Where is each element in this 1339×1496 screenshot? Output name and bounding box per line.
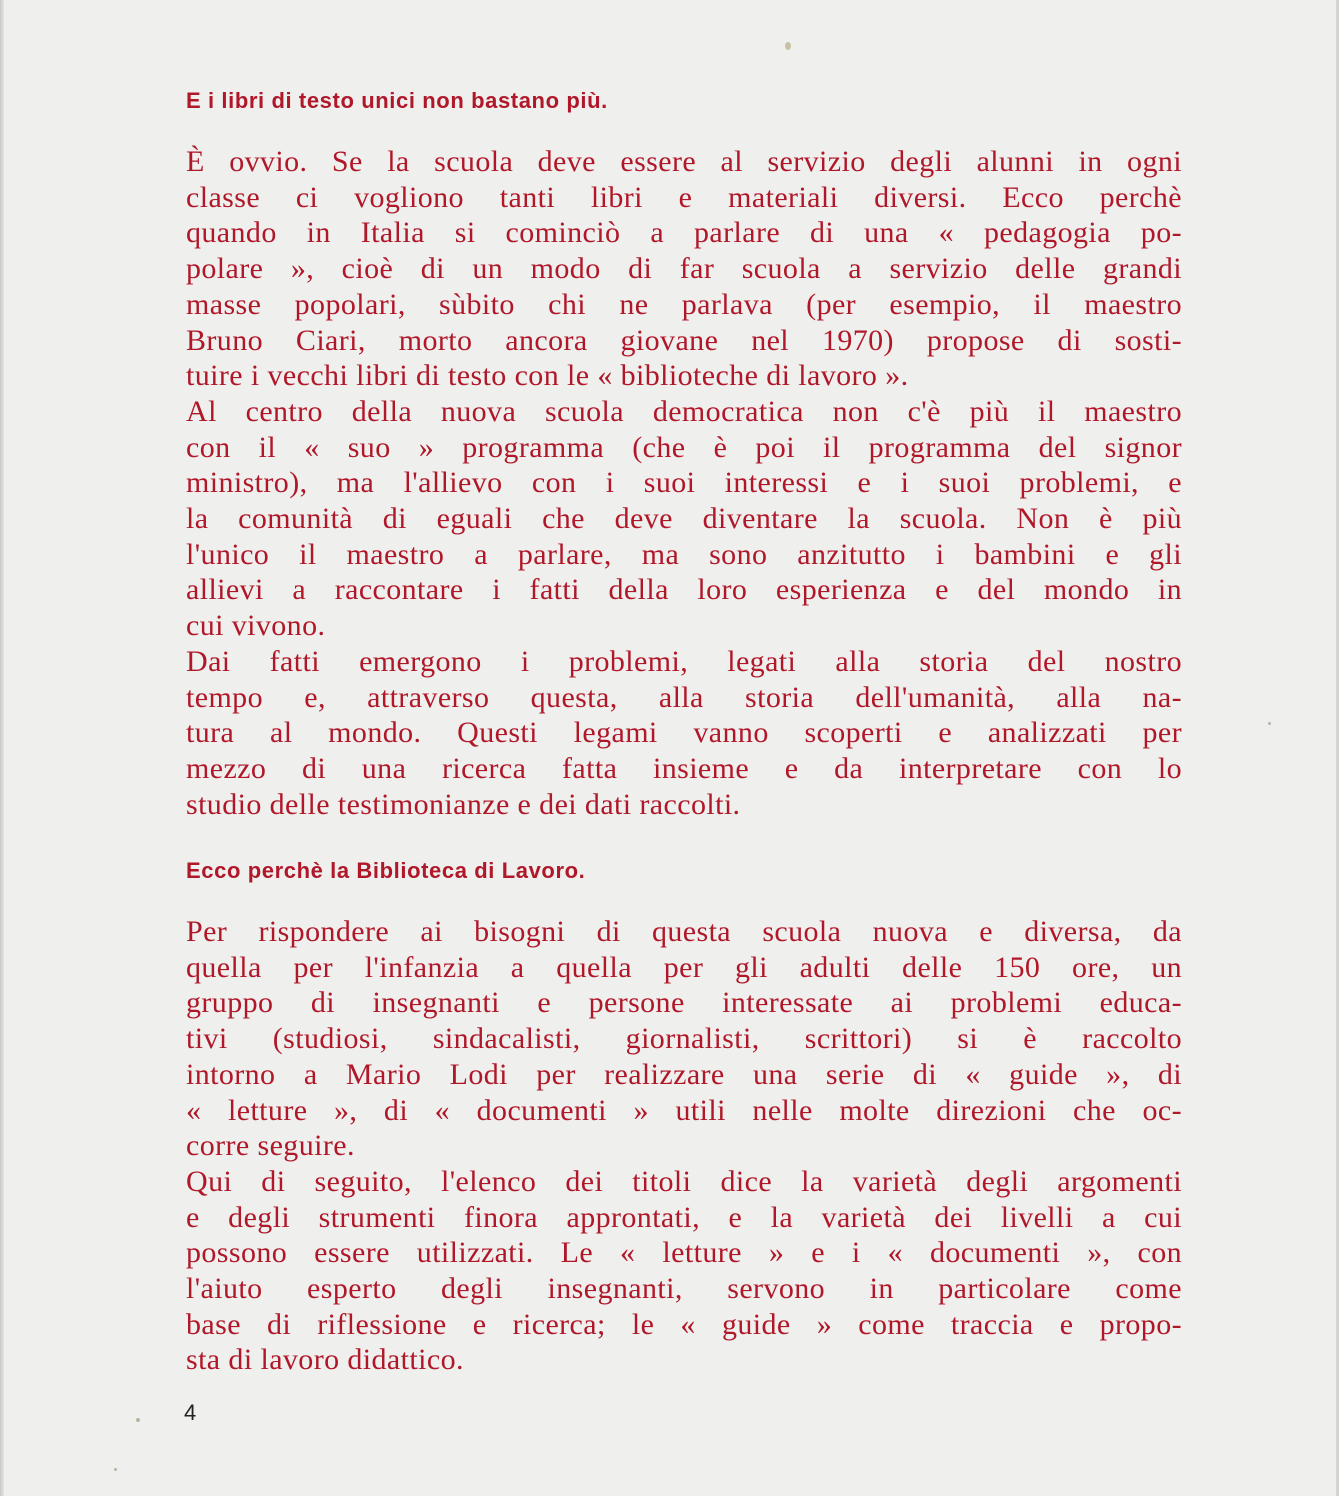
text-line: base di riflessione e ricerca; le « guide » come traccia e propo-: [186, 1307, 1182, 1341]
page-left-edge: [0, 0, 4, 1496]
paper-speck: [785, 42, 791, 50]
text-line: cui vivono.: [186, 609, 326, 643]
text-line: Per rispondere ai bisogni di questa scuola nuova e diversa, da: [186, 915, 1182, 948]
page-number: 4: [184, 1400, 197, 1425]
text-line: Al centro della nuova scuola democratica non c'è più il maestro: [186, 394, 1182, 428]
text-line: quando in Italia si cominciò a parlare di una « pedagogia po-: [186, 216, 1182, 250]
text-line: corre seguire.: [186, 1129, 355, 1163]
text-line: intorno a Mario Lodi per realizzare una serie di « guide », di: [186, 1057, 1182, 1091]
section-heading-libri-di-testo: E i libri di testo unici non bastano più.: [186, 88, 608, 113]
paper-speck: [114, 1468, 117, 1471]
text-line: polare », cioè di un modo di far scuola a servizio delle grandi: [186, 252, 1182, 286]
text-line: tura al mondo. Questi legami vanno scoperti e analizzati per: [186, 716, 1182, 750]
text-line: possono essere utilizzati. Le « letture » e i « documenti », con: [186, 1236, 1182, 1270]
text-line: la comunità di eguali che deve diventare la scuola. Non è più: [186, 502, 1182, 536]
text-line: quella per l'infanzia a quella per gli adulti delle 150 ore, un: [186, 950, 1182, 984]
text-line: Bruno Ciari, morto ancora giovane nel 1970) propose di sosti-: [186, 323, 1182, 357]
text-line: classe ci vogliono tanti libri e materiali diversi. Ecco perchè: [186, 180, 1182, 214]
text-line: l'aiuto esperto degli insegnanti, servono in particolare come: [186, 1272, 1182, 1306]
text-line: È ovvio. Se la scuola deve essere al servizio degli alunni in ogni: [186, 145, 1182, 178]
text-line: tuire i vecchi libri di testo con le « biblioteche di lavoro ».: [186, 359, 909, 393]
text-line: Dai fatti emergono i problemi, legati alla storia del nostro: [186, 644, 1182, 678]
paper-speck: [136, 1418, 140, 1422]
text-line: tempo e, attraverso questa, alla storia dell'umanità, alla na-: [186, 680, 1182, 714]
text-line: e degli strumenti finora approntati, e la varietà dei livelli a cui: [186, 1200, 1182, 1234]
text-line: con il « suo » programma (che è poi il programma del signor: [186, 430, 1182, 464]
text-line: masse popolari, sùbito chi ne parlava (per esempio, il maestro: [186, 287, 1182, 321]
text-line: allievi a raccontare i fatti della loro esperienza e del mondo in: [186, 573, 1182, 607]
section-body-libri-di-testo: [186, 144, 1182, 822]
text-line: mezzo di una ricerca fatta insieme e da interpretare con lo: [186, 751, 1182, 785]
text-line: sta di lavoro didattico.: [186, 1343, 464, 1377]
text-line: gruppo di insegnanti e persone interessate ai problemi educa-: [186, 986, 1182, 1020]
text-line: l'unico il maestro a parlare, ma sono anzitutto i bambini e gli: [186, 537, 1182, 571]
text-line: Qui di seguito, l'elenco dei titoli dice la varietà degli argomenti: [186, 1164, 1182, 1198]
text-line: tivi (studiosi, sindacalisti, giornalisti, scrittori) si è raccolto: [186, 1022, 1182, 1056]
text-line: studio delle testimonianze e dei dati raccolti.: [186, 787, 741, 821]
text-line: ministro), ma l'allievo con i suoi interessi e i suoi problemi, e: [186, 466, 1182, 500]
section-body-biblioteca-di-lavoro: [186, 914, 1182, 1378]
text-line: « letture », di « documenti » utili nelle molte direzioni che oc-: [186, 1093, 1182, 1127]
paper-speck: [1268, 722, 1271, 725]
section-heading-biblioteca-di-lavoro: Ecco perchè la Biblioteca di Lavoro.: [186, 858, 586, 883]
